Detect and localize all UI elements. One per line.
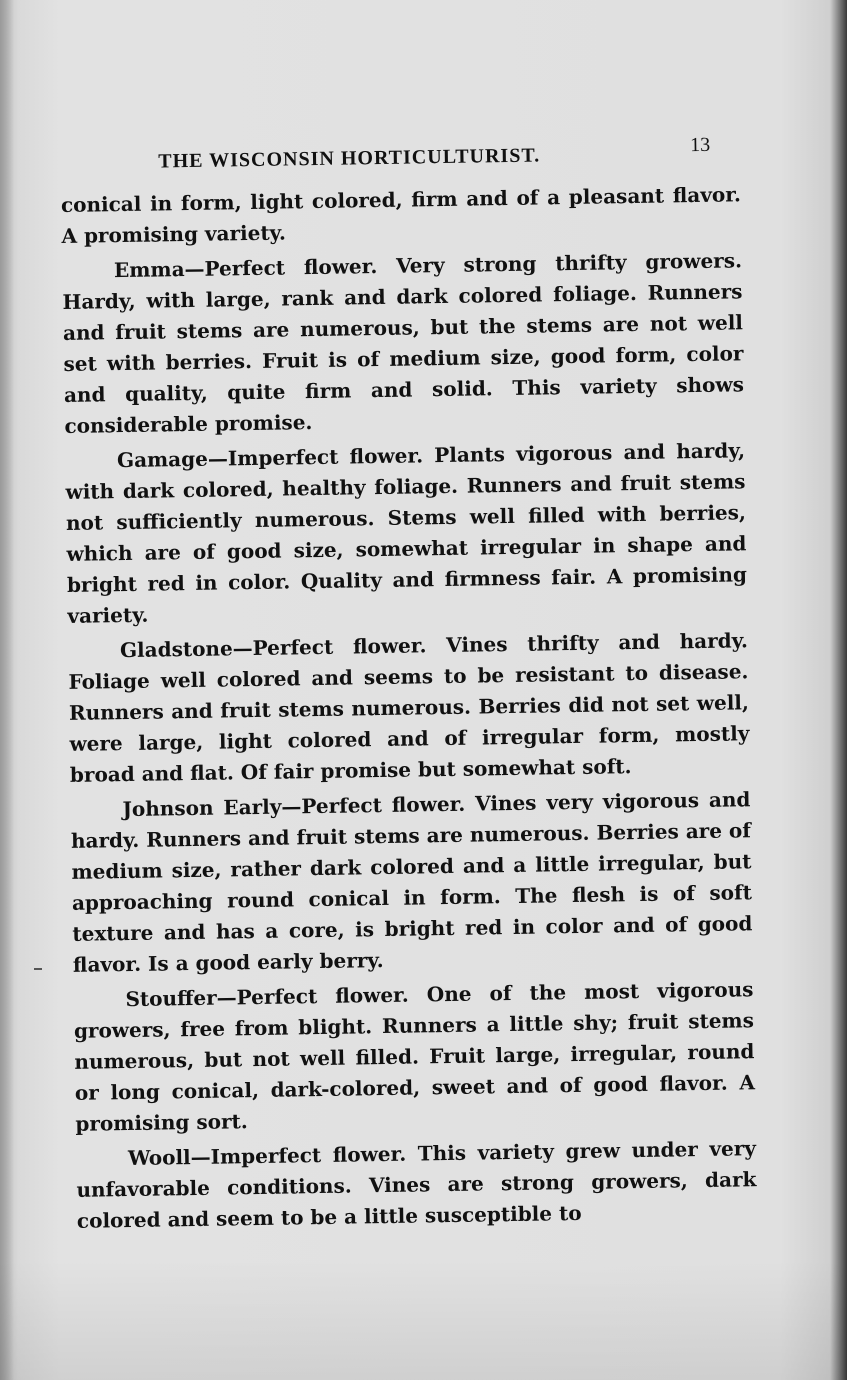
paragraph-gladstone: Gladstone—Perfect flower. Vines thrifty and hardy. Foliage well colored and seems to be resistant to disease. Runners and fruit stems numerous. Berries did not set well, were large, light colored and of irregular form, mostly broad and flat. Of fair promise but somewhat soft. — [68, 628, 750, 787]
paragraph-continuation: conical in form, light colored, firm and of a pleasant flavor. A promising variety. — [60, 182, 742, 248]
page-number: 13 — [689, 133, 711, 157]
running-head: THE WISCONSIN HORTICULTURIST. — [158, 144, 541, 173]
paragraph-emma: Emma—Perfect flower. Very strong thrifty growers. Hardy, with large, rank and dark colored foliage. Runners and fruit stems are numerous, but the stems are not well set with berries. Fruit is of medium size, good form, color and quality, quite firm and solid. This variety shows considerable promise. — [62, 248, 745, 438]
page-gutter-shadow — [0, 0, 14, 1380]
page-bottom-shade — [0, 1260, 847, 1380]
paragraph-johnson-early: Johnson Early—Perfect flower. Vines very vigorous and hardy. Runners and fruit stems are numerous. Berries are of medium size, rather dark colored and a little irregular, but approaching round conical in form. The flesh is of soft texture and has a core, is bright red in color and of good flavor. Is a good early berry. — [70, 787, 753, 977]
paragraph-stouffer: Stouffer—Perfect flower. One of the most vigorous growers, free from blight. Runners a little shy; fruit stems numerous, but not well filled. Fruit large, irregular, round or long conical, dark-colored, sweet and of good flavor. A promising sort. — [73, 977, 756, 1136]
margin-mark — [34, 968, 42, 970]
paragraph-gamage: Gamage—Imperfect flower. Plants vigorous and hardy, with dark colored, healthy foliage. Runners and fruit stems not sufficiently numerous. Stems well filled with berries, which are of good size, somewhat irregular in shape and bright red in color. Quality and firmness fair. A promising variety. — [65, 438, 748, 628]
page-content — [60, 131, 757, 1237]
paragraph-wooll: Wooll—Imperfect flower. This variety grew under very unfavorable conditions. Vines are strong growers, dark colored and seem to be a little susceptible to — [76, 1136, 757, 1233]
